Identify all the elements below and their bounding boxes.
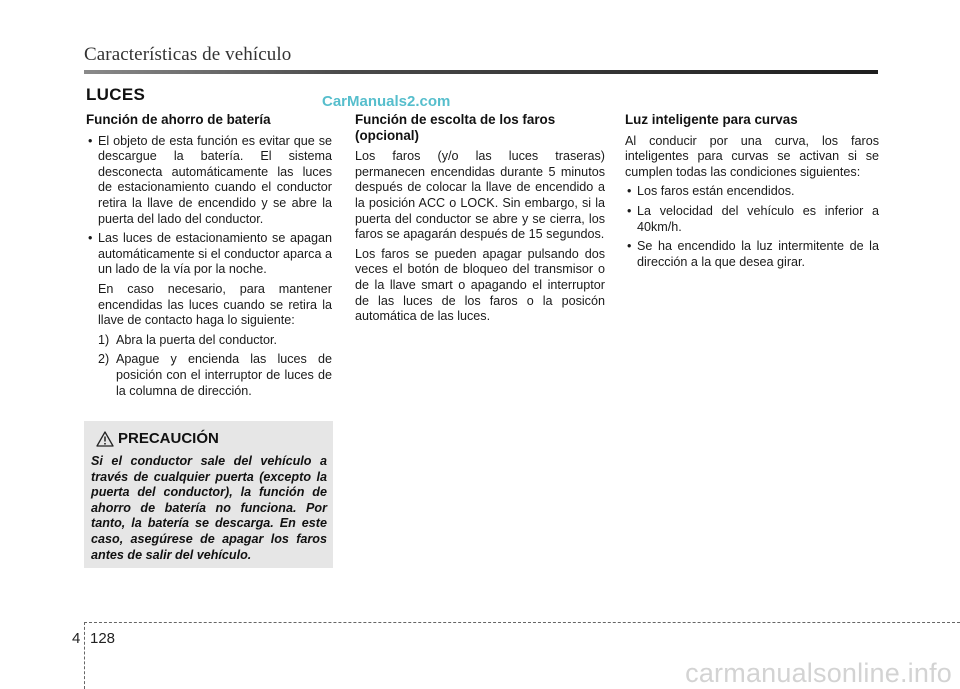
header-rule [84, 70, 878, 74]
battery-bullet-list [86, 134, 332, 278]
column-headlight-escort [355, 112, 605, 329]
cornering-paragraph: Al conducir por una curva, los faros inteligentes para curvas se activan si se cumplen todas las condiciones siguientes: [625, 133, 879, 179]
column-smart-cornering [625, 112, 879, 274]
battery-steps-list [86, 333, 332, 399]
step-number: 1) [98, 332, 110, 347]
cornering-bullet: • Los faros están encendidos. [625, 184, 879, 200]
heading-battery-saver: Función de ahorro de batería [86, 112, 271, 127]
battery-bullet-1: • El objeto de esta función es evitar que se descargue la batería. El sistema desconecta automáticamente las luces de estacionamiento cuando el conductor retira la llave de encendido y se abre la puerta del lado del conductor. [86, 134, 332, 228]
heading-headlight-escort: Función de escolta de los faros (opcional) [355, 112, 556, 143]
escort-paragraph-1: Los faros (y/o las luces traseras) permanecen encendidas durante 5 minutos después de colocar la llave de encendido a la posición ACC o LOCK. Sin embargo, si la puerta del conductor se abre y se cierra, los faros se apagarán después de 15 segundos. [355, 149, 605, 242]
column-battery-saver [86, 112, 332, 403]
chapter-number: 4 [72, 630, 81, 647]
caution-text: Si el conductor sale del vehículo a través de cualquier puerta (excepto la puerta del conductor), la función de ahorro de batería no funciona. Por tanto, la batería se descarga. En este caso, asegúrese de apagar los faros antes de salir del vehículo. [91, 454, 327, 562]
heading-smart-cornering: Luz inteligente para curvas [625, 112, 798, 127]
step-text: Apague y encienda las luces de posición con el interruptor de luces de la columna de dirección. [116, 352, 332, 398]
step-text: Abra la puerta del conductor. [116, 332, 278, 347]
step-item [98, 333, 332, 349]
caution-box [84, 421, 333, 568]
step-item [98, 352, 332, 399]
site-watermark[interactable]: carmanualsonline.info [685, 658, 952, 688]
caution-title: PRECAUCIÓN [118, 430, 219, 447]
warning-triangle-icon [96, 431, 114, 447]
battery-paragraph: En caso necesario, para mantener encendidas las luces cuando se retira la llave de contacto haga lo siguiente: [98, 281, 332, 328]
page-number: 128 [90, 630, 116, 647]
section-title: LUCES [86, 85, 146, 104]
step-number: 2) [98, 352, 110, 367]
cornering-bullet-list [625, 184, 879, 270]
footer-divider [84, 622, 960, 623]
footer-vertical-divider [84, 622, 85, 689]
escort-paragraph-2: Los faros se pueden apagar pulsando dos veces el botón de bloqueo del transmisor o de la llave smart o apagando el interruptor de las luces de los faros o la posicón automática de las luces. [355, 246, 605, 324]
battery-bullet-2: • Las luces de estacionamiento se apagan automáticamente si el conductor aparca a un lado de la vía por la noche. [86, 231, 332, 278]
header-title: Características de vehículo [84, 44, 292, 65]
caution-header [96, 430, 219, 447]
cornering-bullet: • Se ha encendido la luz intermitente de la dirección a la que desea girar. [625, 239, 879, 270]
watermark-top[interactable]: CarManuals2.com [322, 93, 451, 110]
cornering-bullet: • La velocidad del vehículo es inferior a 40km/h. [625, 204, 879, 235]
